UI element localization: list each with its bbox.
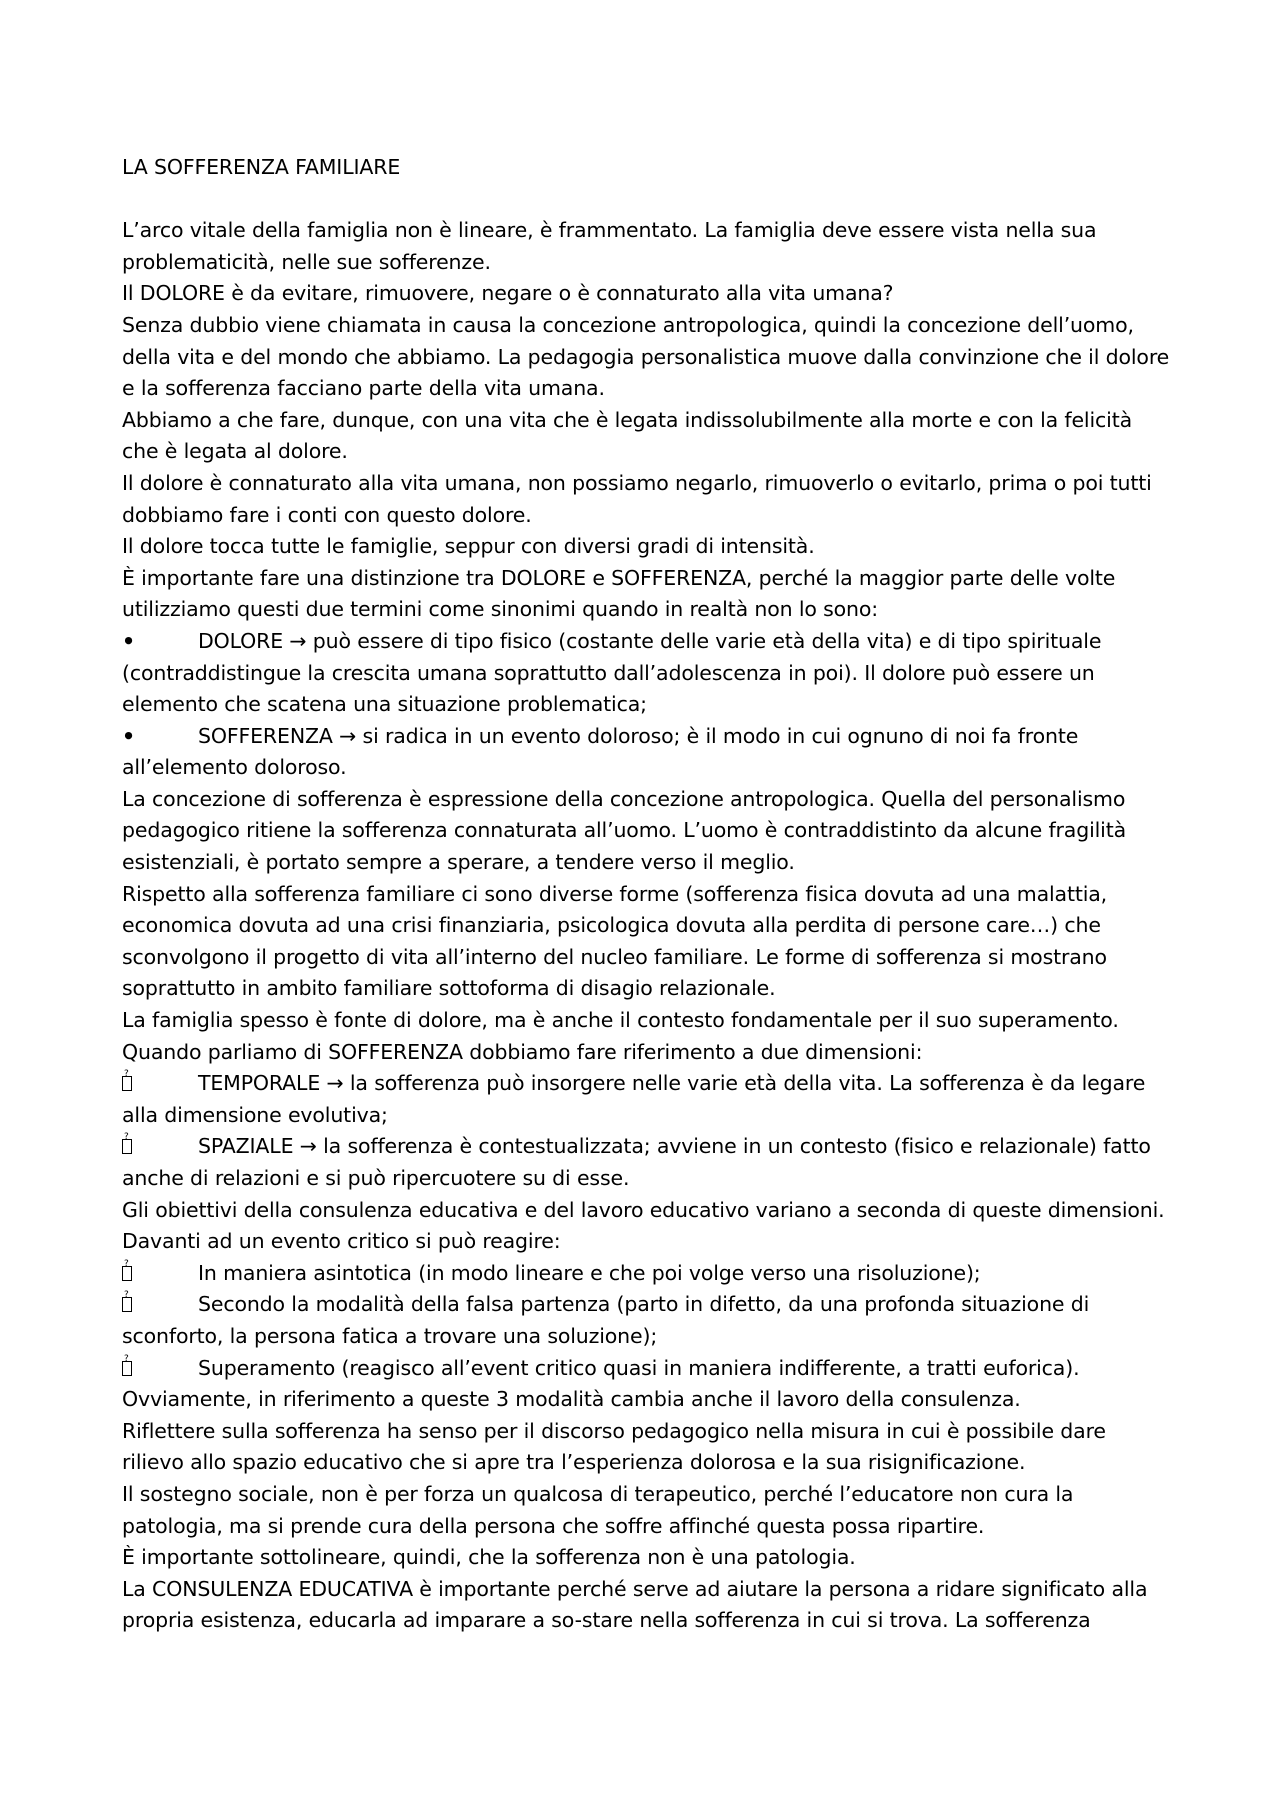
paragraph: L’arco vitale della famiglia non è lineare, è frammentato. La famiglia deve essere vista nella sua problematicità, nelle sue sofferenze. bbox=[122, 218, 1097, 274]
paragraph: Abbiamo a che fare, dunque, con una vita che è legata indissolubilmente alla morte e con la felicità che è legata al dolore. bbox=[122, 407, 1132, 464]
paragraph: È importante sottolineare, quindi, che la sofferenza non è una patologia. bbox=[122, 1545, 856, 1570]
paragraph: Senza dubbio viene chiamata in causa la concezione antropologica, quindi la concezione dell’uomo, della vita e del mondo che abbiamo. La pedagogia personalistica muove dalla convinzione che il dolore e la sofferenza facciano parte della vita umana. bbox=[122, 312, 1170, 401]
list-item-text: In maniera asintotica (in modo lineare e che poi volge verso una risoluzione); bbox=[198, 1260, 981, 1285]
list-item-text: Secondo la modalità della falsa partenza (parto in difetto, da una profonda situazione di sconforto, la persona fatica a trovare una soluzione); bbox=[122, 1292, 1090, 1348]
document-title: LA SOFFERENZA FAMILIARE bbox=[122, 155, 401, 179]
paragraph: Riflettere sulla sofferenza ha senso per il discorso pedagogico nella misura in cui è possibile dare rilievo allo spazio educativo che si apre tra l’esperienza dolorosa e la sua risignificazione. bbox=[122, 1418, 1106, 1475]
paragraph: Il dolore tocca tutte le famiglie, seppur con diversi gradi di intensità. bbox=[122, 534, 815, 559]
paragraph: Il sostegno sociale, non è per forza un qualcosa di terapeutico, perché l’educatore non cura la patologia, ma si prende cura della persona che soffre affinché questa possa ripartire. bbox=[122, 1481, 1074, 1538]
missing-glyph-icon bbox=[122, 1258, 198, 1290]
paragraph: La famiglia spesso è fonte di dolore, ma è anche il contesto fondamentale per il suo superamento. bbox=[122, 1008, 1119, 1033]
bullet-icon: • bbox=[122, 723, 135, 748]
missing-glyph-icon bbox=[122, 1131, 198, 1163]
paragraph: È importante fare una distinzione tra DOLORE e SOFFERENZA, perché la maggior parte delle volte utilizziamo questi due termini come sinonimi quando in realtà non lo sono: bbox=[122, 565, 1116, 622]
document-page bbox=[122, 152, 1172, 1637]
paragraph: La CONSULENZA EDUCATIVA è importante perché serve ad aiutare la persona a ridare significato alla propria esistenza, educarla ad imparare a so-stare nella sofferenza in cui si trova. La sofferenza bbox=[122, 1576, 1148, 1633]
paragraph: Ovviamente, in riferimento a queste 3 modalità cambia anche il lavoro della consulenza. bbox=[122, 1387, 1021, 1412]
list-item bbox=[122, 626, 1172, 721]
missing-glyph-icon bbox=[122, 1068, 198, 1100]
blank-line bbox=[122, 184, 1172, 216]
list-item-text: DOLORE → può essere di tipo fisico (costante delle varie età della vita) e di tipo spirituale (contraddistingue la crescita umana soprattutto dall’adolescenza in poi). Il dolore può essere un elemento che scatena una situazione problematica; bbox=[122, 628, 1102, 717]
list-item-text: SOFFERENZA → si radica in un evento doloroso; è il modo in cui ognuno di noi fa fronte all’elemento doloroso. bbox=[122, 723, 1079, 780]
missing-glyph-icon bbox=[122, 1289, 198, 1321]
paragraph: Rispetto alla sofferenza familiare ci sono diverse forme (sofferenza fisica dovuta ad una malattia, economica dovuta ad una crisi finanziaria, psicologica dovuta alla perdita di persone care…) che sconvolgono il progetto di vita all’interno del nucleo familiare. Le forme di sofferenza si mostrano soprattutto in ambito familiare sottoforma di disagio relazionale. bbox=[122, 881, 1108, 1001]
paragraph: Gli obiettivi della consulenza educativa e del lavoro educativo variano a seconda di queste dimensioni. bbox=[122, 1197, 1165, 1222]
list-item bbox=[122, 1131, 1172, 1194]
list-item bbox=[122, 1289, 1172, 1352]
list-item bbox=[122, 1068, 1172, 1131]
list-item-text: Superamento (reagisco all’event critico quasi in maniera indifferente, a tratti euforica). bbox=[198, 1355, 1080, 1380]
list-item bbox=[122, 721, 1172, 784]
missing-glyph-icon bbox=[122, 1353, 198, 1385]
list-item bbox=[122, 1353, 1172, 1385]
list-item-text: TEMPORALE → la sofferenza può insorgere nelle varie età della vita. La sofferenza è da legare alla dimensione evolutiva; bbox=[122, 1071, 1146, 1127]
paragraph: Davanti ad un evento critico si può reagire: bbox=[122, 1229, 561, 1254]
paragraph: Il dolore è connaturato alla vita umana, non possiamo negarlo, rimuoverlo o evitarlo, prima o poi tutti dobbiamo fare i conti con questo dolore. bbox=[122, 470, 1152, 527]
paragraph: Quando parliamo di SOFFERENZA dobbiamo fare riferimento a due dimensioni: bbox=[122, 1039, 923, 1064]
paragraph: Il DOLORE è da evitare, rimuovere, negare o è connaturato alla vita umana? bbox=[122, 281, 894, 306]
bullet-icon: • bbox=[122, 628, 135, 653]
list-item bbox=[122, 1258, 1172, 1290]
paragraph: La concezione di sofferenza è espressione della concezione antropologica. Quella del personalismo pedagogico ritiene la sofferenza connaturata all’uomo. L’uomo è contraddistinto da alcune fragilità esistenziali, è portato sempre a sperare, a tendere verso il meglio. bbox=[122, 786, 1127, 875]
list-item-text: SPAZIALE → la sofferenza è contestualizzata; avviene in un contesto (fisico e relazionale) fatto anche di relazioni e si può ripercuotere su di esse. bbox=[122, 1134, 1151, 1190]
